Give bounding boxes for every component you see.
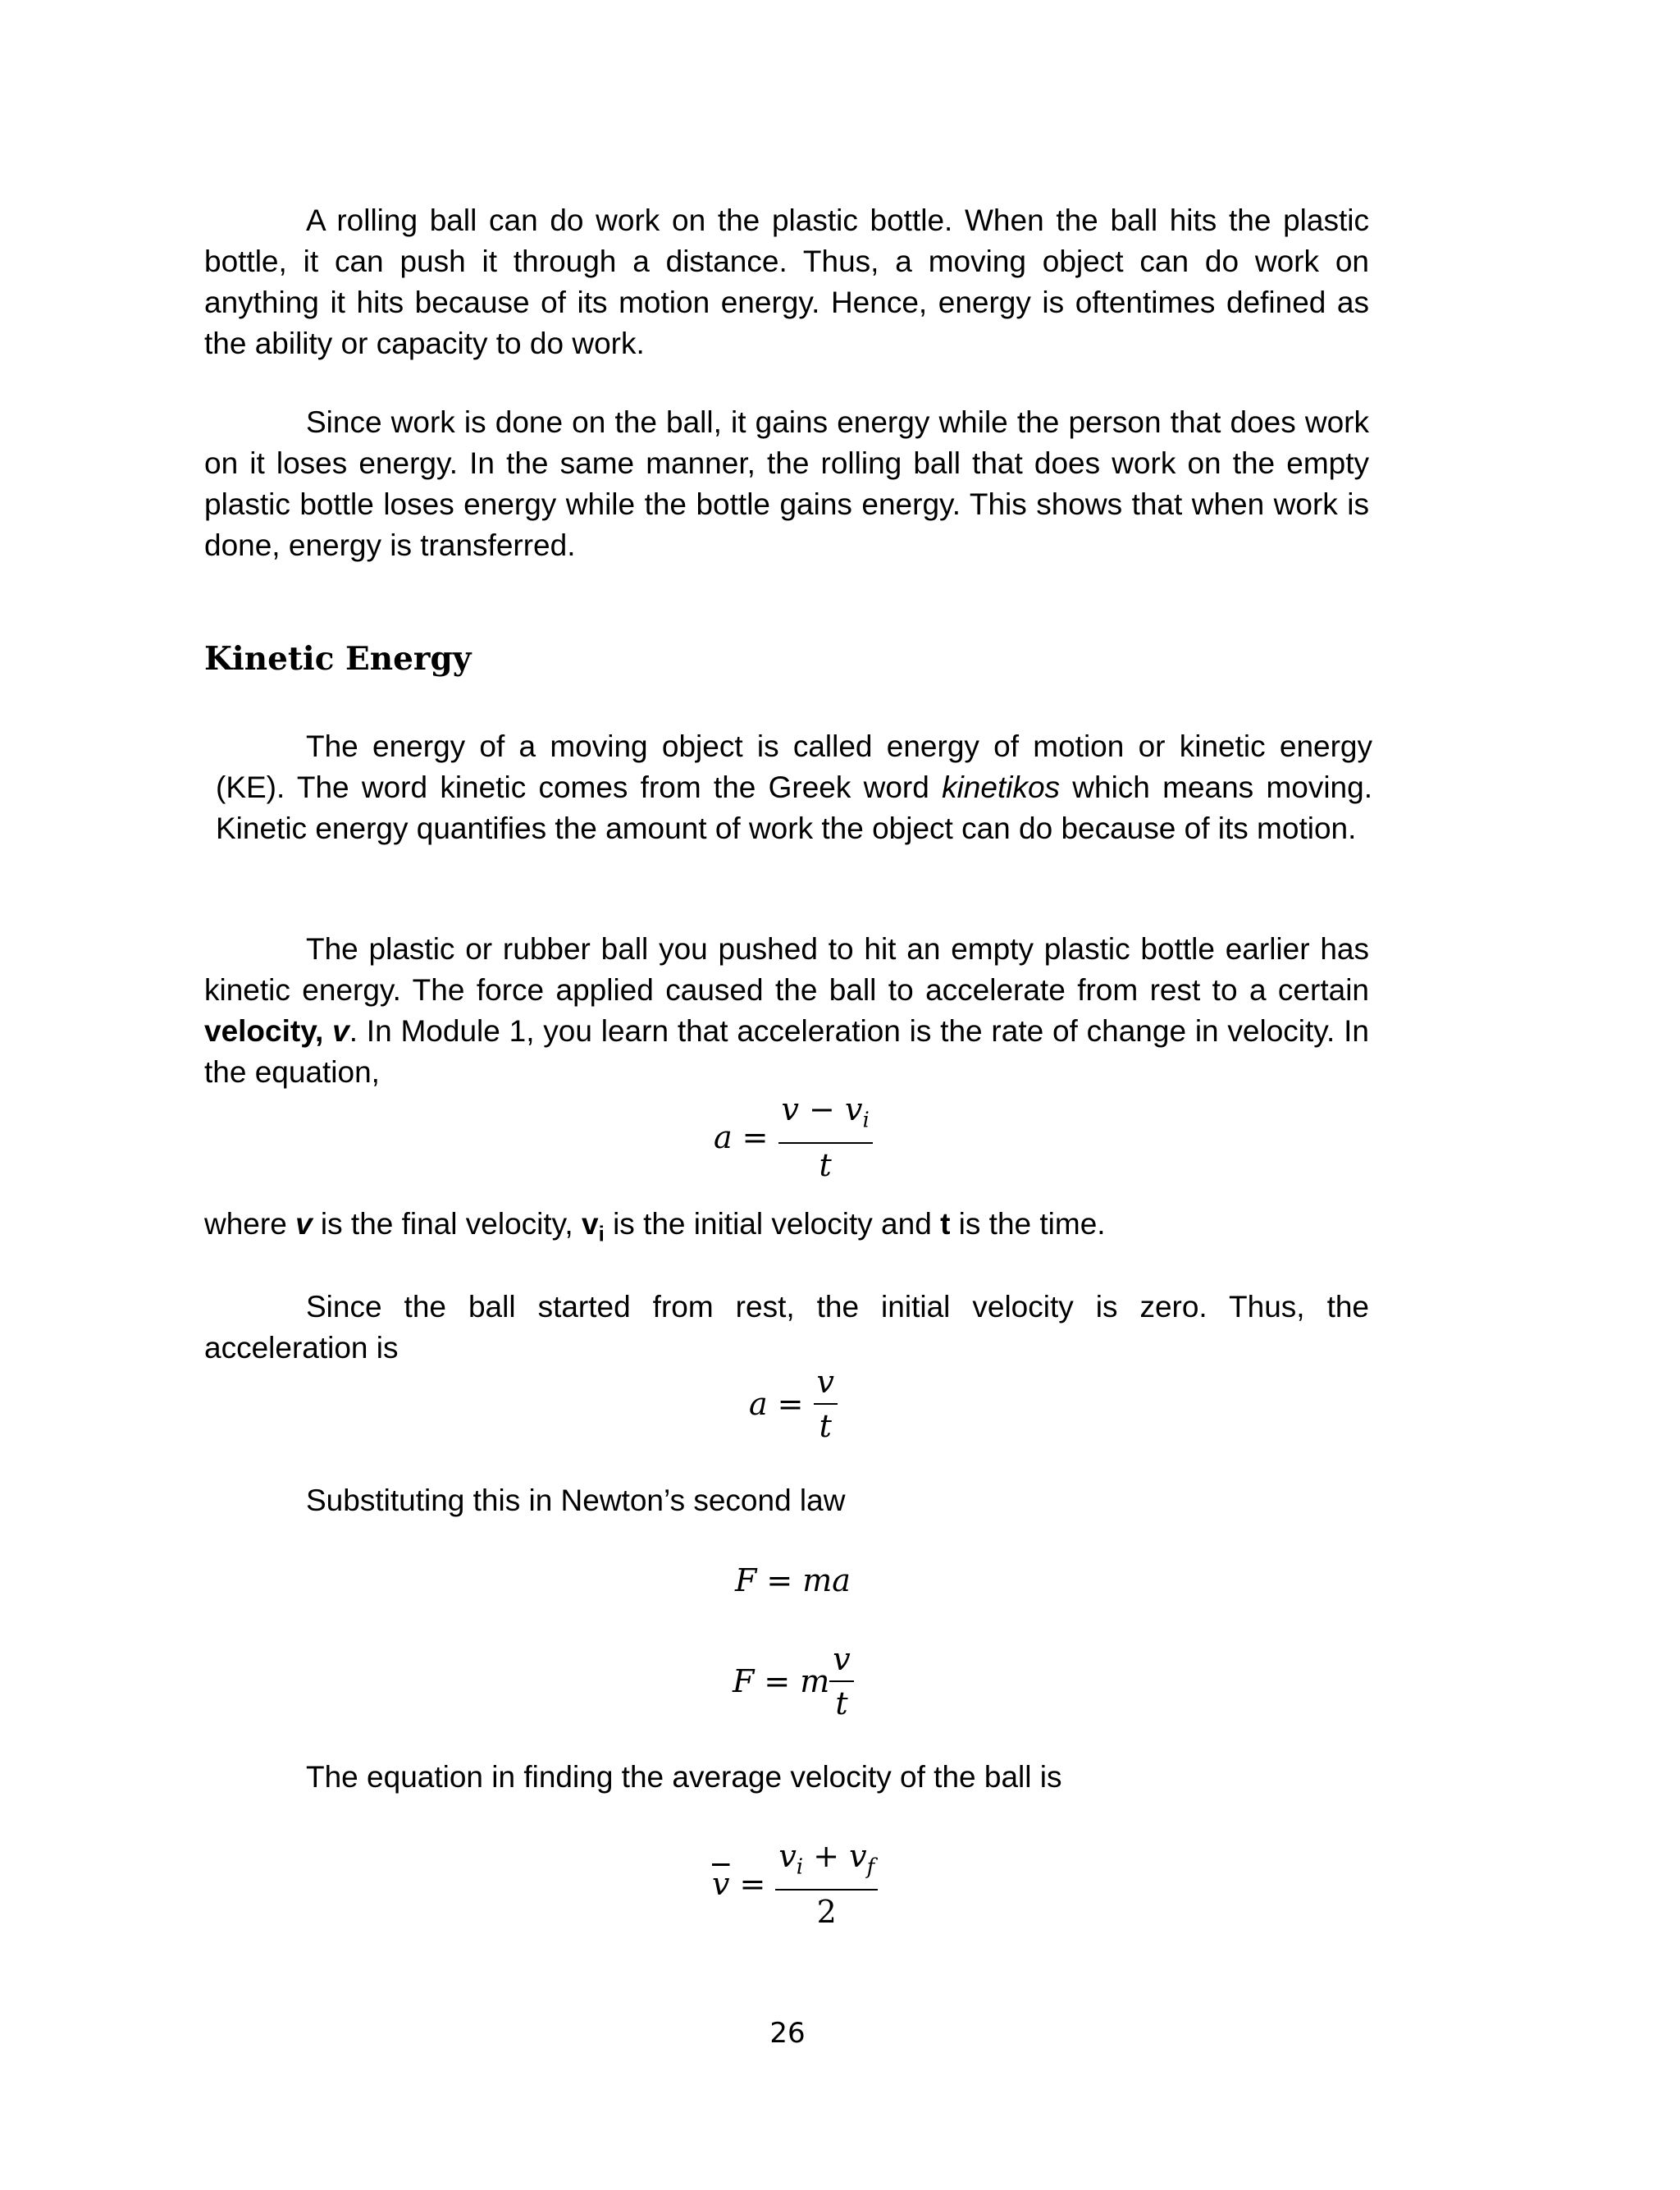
equation-acceleration-from-rest: a = $\frac{v}{t}$ — [749, 1364, 838, 1444]
kinetikos-term: kinetikos — [942, 770, 1061, 804]
equation-average-velocity: $\overline{v}$ = $\frac{v_i + v_f}{2}$ — [712, 1838, 878, 1930]
fraction: $\frac{v}{t}$ — [829, 1641, 853, 1721]
equation-acceleration: a = $\frac{v - v_i}{t}$ — [714, 1091, 873, 1183]
paragraph-newton-substitution: Substituting this in Newton’s second law — [306, 1484, 846, 1517]
paragraph-ball-velocity: The plastic or rubber ball you pushed to hit an empty plastic bottle earlier has kinetic energy. The force applied caused the ball to accelerate from rest to a certain velocity, v. In Module 1, you learn that acceleration is the rate of change in velocity. In the equation, — [204, 932, 1370, 1089]
equation-newton-second-law: F = ma — [735, 1562, 851, 1598]
equation-force-substituted: F = m $\frac{v}{t}$ — [733, 1641, 854, 1721]
fraction: $\frac{v}{t}$ — [814, 1364, 838, 1444]
page-number: 26 — [769, 2017, 806, 2050]
paragraph-average-velocity: The equation in finding the average velocity of the ball is — [306, 1760, 1062, 1794]
paragraph-text: Since work is done on the ball, it gains energy while the person that does work on it loses energy. In the same manner, the rolling ball that does work on the empty plastic bottle loses energy while the bottle gains energy. This shows that when work is done, energy is transferred. — [204, 405, 1369, 562]
paragraph-initial-velocity-zero: Since the ball started from rest, the initial velocity is zero. Thus, the acceleration is — [204, 1290, 1369, 1365]
section-heading-kinetic-energy: Kinetic Energy — [204, 640, 472, 678]
paragraph-work-energy — [204, 402, 1369, 566]
paragraph-kinetic-definition: The energy of a moving object is called energy of motion or kinetic energy (KE). The word kinetic comes from the Greek word kinetikos which means moving. Kinetic energy quantifies the amount of work the object can do because of its motion. — [216, 729, 1372, 845]
paragraph-rolling-ball — [204, 200, 1369, 364]
paragraph-text: A rolling ball can do work on the plastic bottle. When the ball hits the plastic bottle, it can push it through a distance. Thus, a moving object can do work on anything it hits because of its motion energy. Hence, energy is oftentimes defined as the ability or capacity to do work. — [204, 203, 1369, 360]
fraction: $\frac{v_i + v_f}{2}$ — [775, 1838, 878, 1930]
fraction: $\frac{v - v_i}{t}$ — [778, 1091, 873, 1183]
paragraph-variable-definitions: where v is the final velocity, $v_i$ is the initial velocity and t is the time. — [204, 1207, 1106, 1246]
